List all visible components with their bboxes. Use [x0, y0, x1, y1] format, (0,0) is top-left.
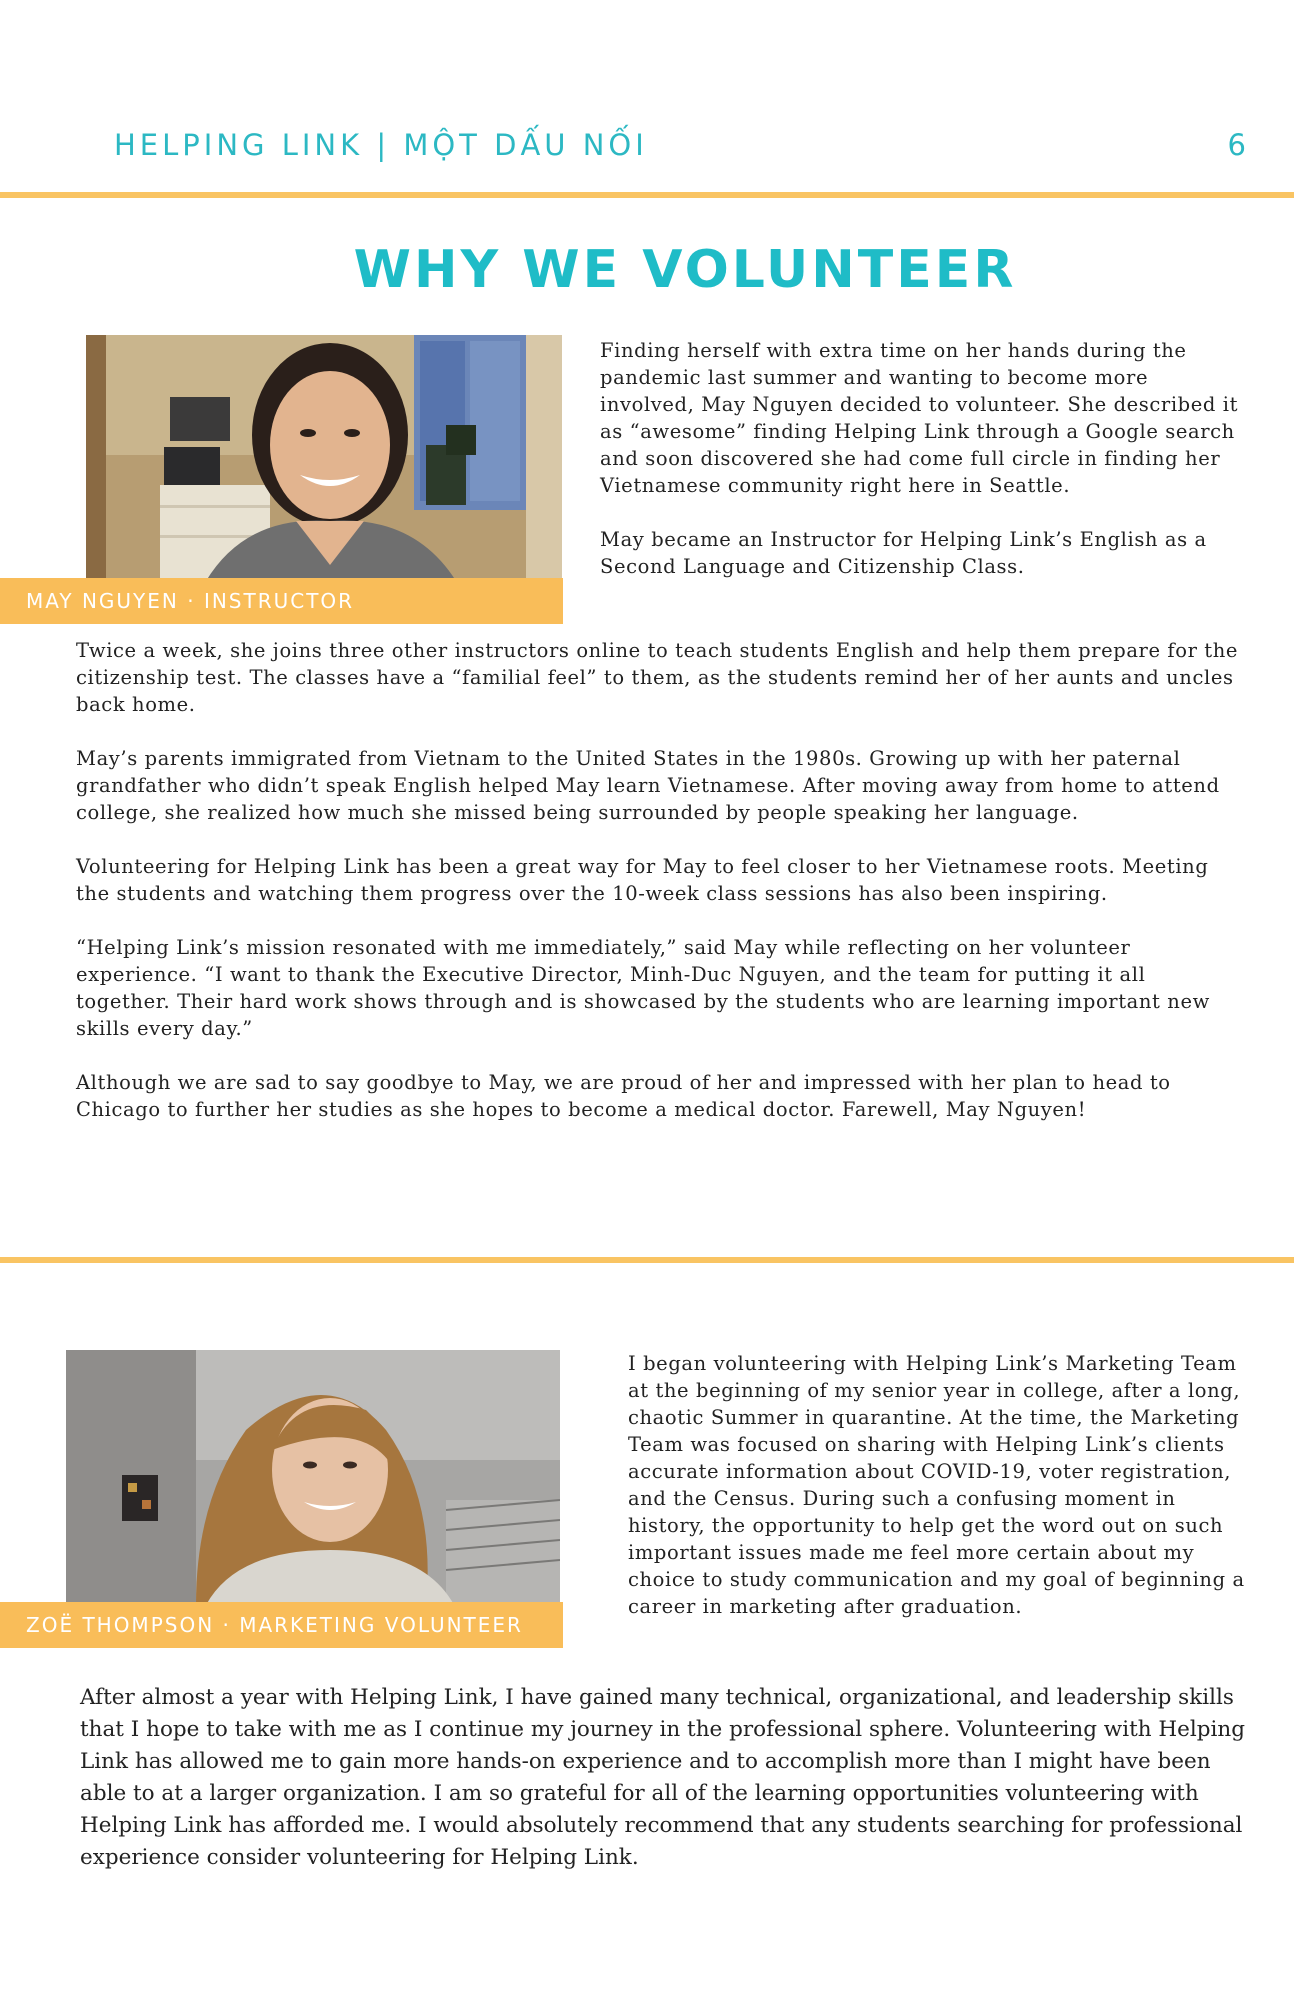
- story-paragraph: Although we are sad to say goodbye to May, we are proud of her and impressed with her plan to head to Chicago to further her studies as she hopes to become a medical doctor. Farewell, May Nguyen!: [76, 1071, 1171, 1121]
- may-nguyen-photo: [86, 335, 562, 581]
- intro-paragraph: I began volunteering with Helping Link’s Marketing Team at the beginning of my senior year in college, after a long, chaotic Summer in quarantine. At the time, the Marketing Team was focused on sharing with Helping Link’s clients accurate information about COVID-19, voter registration, and the Census. During such a confusing moment in history, the opportunity to help get the word out on such important issues made me feel more certain about my choice to study communication and my goal of beginning a career in marketing after graduation.: [628, 1352, 1245, 1618]
- may-nguyen-story: [76, 637, 1246, 1123]
- zoe-thompson-intro: [628, 1350, 1256, 1620]
- story-paragraph: Twice a week, she joins three other instructors online to teach students English and help them prepare for the citizenship test. The classes have a “familial feel” to them, as the students remind her of her aunts and uncles back home.: [76, 639, 1239, 716]
- story-paragraph: May’s parents immigrated from Vietnam to the United States in the 1980s. Growing up with her paternal grandfather who didn’t speak English helped May learn Vietnamese. After moving away from home to attend college, she realized how much she missed being surrounded by people speaking her language.: [76, 747, 1220, 824]
- zoe-thompson-story: [80, 1682, 1250, 1874]
- zoe-thompson-photo: [66, 1350, 560, 1605]
- newsletter-title: HELPING LINK | MỘT DẤU NỐI: [114, 128, 648, 162]
- page-number: 6: [1227, 128, 1246, 162]
- story-paragraph: Volunteering for Helping Link has been a great way for May to feel closer to her Vietnamese roots. Meeting the students and watching them progress over the 10-week class sessions has also been inspiring.: [76, 855, 1209, 905]
- story-paragraph: After almost a year with Helping Link, I have gained many technical, organizational, and leadership skills that I hope to take with me as I continue my journey in the professional sphere. Volunteering with Helping Link has allowed me to gain more hands-on experience and to accomplish more than I might have been able to at a larger organization. I am so grateful for all of the learning opportunities volunteering with Helping Link has afforded me. I would absolutely recommend that any students searching for professional experience consider volunteering for Helping Link.: [80, 1685, 1246, 1870]
- zoe-thompson-caption: ZOË THOMPSON · MARKETING VOLUNTEER: [0, 1602, 563, 1648]
- may-nguyen-intro: [600, 337, 1240, 580]
- section-title: WHY WE VOLUNTEER: [353, 240, 1017, 300]
- section-divider: [0, 1257, 1294, 1263]
- may-nguyen-caption: MAY NGUYEN · INSTRUCTOR: [0, 578, 563, 624]
- header-divider: [0, 192, 1294, 198]
- story-paragraph: “Helping Link’s mission resonated with me immediately,” said May while reflecting on her volunteer experience. “I want to thank the Executive Director, Minh-Duc Nguyen, and the team for putting it all together. Their hard work shows through and is showcased by the students who are learning important new skills every day.”: [76, 936, 1210, 1040]
- intro-paragraph: Finding herself with extra time on her hands during the pandemic last summer and wanting to become more involved, May Nguyen decided to volunteer. She described it as “awesome” finding Helping Link through a Google search and soon discovered she had come full circle in finding her Vietnamese community right here in Seattle.: [600, 339, 1239, 497]
- intro-paragraph: May became an Instructor for Helping Link’s English as a Second Language and Citizenship Class.: [600, 528, 1207, 578]
